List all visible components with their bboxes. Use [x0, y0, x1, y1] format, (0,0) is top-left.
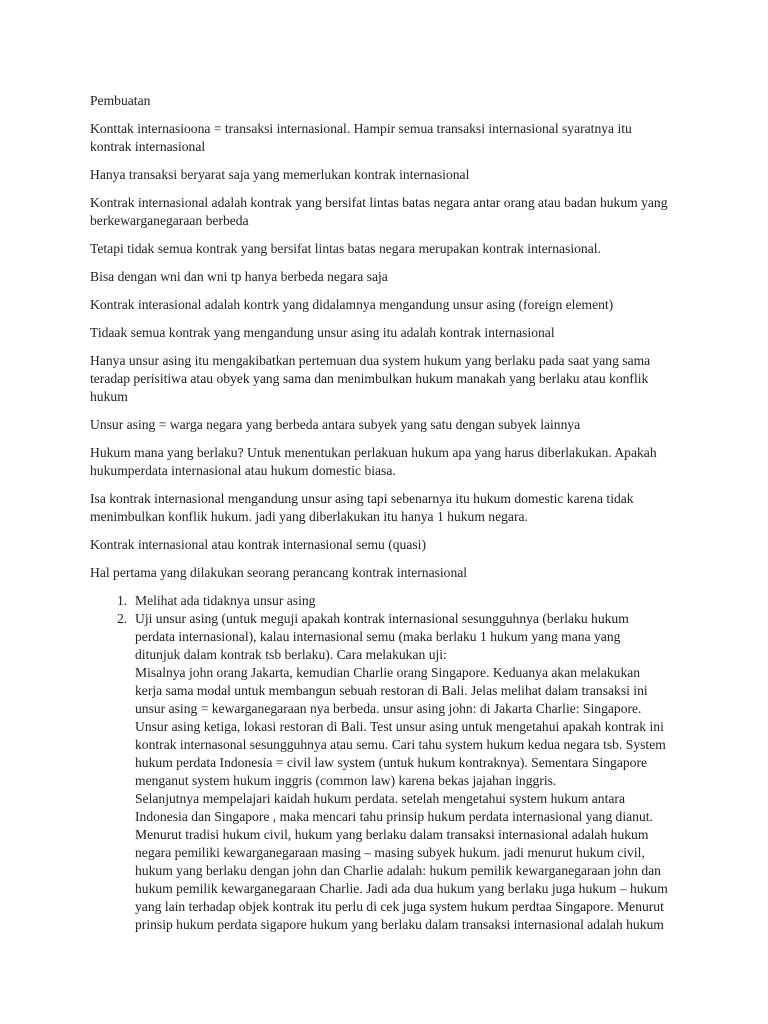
- numbered-list: [90, 592, 688, 934]
- list-item-number: 2.: [117, 611, 128, 626]
- paragraph: [90, 416, 688, 434]
- paragraph-line: Kontrak internasional atau kontrak internasional semu (quasi): [90, 537, 426, 552]
- list-item-number: 1.: [117, 593, 128, 608]
- paragraph: [90, 536, 688, 554]
- paragraph-line: Hanya transaksi beryarat saja yang memerlukan kontrak internasional: [90, 167, 470, 182]
- list-item: [90, 610, 688, 934]
- paragraph-line: Kontrak internasional adalah kontrak yang bersifat lintas batas negara antar orang atau badan hukum yang: [90, 195, 668, 210]
- paragraph: [90, 194, 688, 230]
- list-item-line: hukum perdata Indonesia = civil law system (untuk hukum kontraknya). Sementara Singapore: [135, 755, 648, 770]
- paragraph: [90, 120, 688, 156]
- paragraph-line: kontrak internasional: [90, 139, 206, 154]
- paragraph: [90, 564, 688, 582]
- list-item-line: negara pemiliki kewarganegaraan masing – masing subyek hukum. jadi menurut hukum civil,: [135, 845, 645, 860]
- paragraph: [90, 296, 688, 314]
- list-item-line: Melihat ada tidaknya unsur asing: [135, 593, 316, 608]
- paragraph: [90, 490, 688, 526]
- paragraph-line: Konttak internasioona = transaksi internasional. Hampir semua transaksi internasional syaratnya itu: [90, 121, 632, 136]
- list-item-line: unsur asing = kewarganegaraan nya berbeda. unsur asing john: di Jakarta Charlie: Singapore.: [135, 701, 642, 716]
- list-item-line: Misalnya john orang Jakarta, kemudian Charlie orang Singapore. Keduanya akan melakukan: [135, 665, 641, 680]
- paragraph-line: teradap perisitiwa atau obyek yang sama dan menimbulkan hukum manakah yang berlaku atau konflik: [90, 371, 649, 386]
- list-item-line: menganut system hukum inggris (common law) karena bekas jajahan inggris.: [135, 773, 557, 788]
- paragraph-line: Kontrak interasional adalah kontrk yang didalamnya mengandung unsur asing (foreign element): [90, 297, 614, 312]
- list-item-line: yang lain terhadap objek kontrak itu perlu di cek juga system hukum perdtaa Singapore. Menurut: [135, 899, 664, 914]
- paragraph-line: hukumperdata internasional atau hukum domestic biasa.: [90, 463, 396, 478]
- paragraph-line: Hal pertama yang dilakukan seorang perancang kontrak internasional: [90, 565, 468, 580]
- paragraph: [90, 324, 688, 342]
- list-item-line: prinsip hukum perdata sigapore hukum yang berlaku dalam transaksi internasional adalah hukum: [135, 917, 664, 932]
- list-item-line: perdata internasional), kalau internasional semu (maka berlaku 1 hukum yang mana yang: [135, 629, 621, 644]
- paragraph: [90, 166, 688, 184]
- paragraph-line: Bisa dengan wni dan wni tp hanya berbeda negara saja: [90, 269, 388, 284]
- list-item-line: Uji unsur asing (untuk meguji apakah kontrak internasional sesungguhnya (berlaku hukum: [135, 611, 629, 626]
- paragraph-line: menimbulkan konflik hukum. jadi yang diberlakukan itu hanya 1 hukum negara.: [90, 509, 528, 524]
- list-item-line: Selanjutnya mempelajari kaidah hukum perdata. setelah mengetahui system hukum antara: [135, 791, 625, 806]
- list-item-line: Indonesia dan Singapore , maka mencari tahu prinsip hukum perdata internasional yang dianut.: [135, 809, 653, 824]
- paragraph: [90, 240, 688, 258]
- list-item-line: kontrak internasonal sesungguhnya atau semu. Cari tahu system hukum kedua negara tsb. System: [135, 737, 666, 752]
- paragraph: [90, 352, 688, 406]
- paragraph-line: Tidaak semua kontrak yang mengandung unsur asing itu adalah kontrak internasional: [90, 325, 555, 340]
- document-title: Pembuatan: [90, 93, 151, 108]
- list-item: [90, 592, 688, 610]
- paragraph-list: [90, 120, 688, 582]
- list-item-line: Unsur asing ketiga, lokasi restoran di Bali. Test unsur asing untuk mengetahui apakah kontrak ini: [135, 719, 664, 734]
- paragraph-line: hukum: [90, 389, 128, 404]
- paragraph: [90, 444, 688, 480]
- paragraph-line: Unsur asing = warga negara yang berbeda antara subyek yang satu dengan subyek lainnya: [90, 417, 581, 432]
- list-item-line: hukum yang berlaku dengan john dan Charlie adalah: hukum pemilik kewarganegaraan john dan: [135, 863, 661, 878]
- list-item-line: kerja sama modal untuk membangun sebuah restoran di Bali. Jelas melihat dalam transaksi ini: [135, 683, 648, 698]
- list-item-line: Menurut tradisi hukum civil, hukum yang berlaku dalam transaksi internasional adalah hukum: [135, 827, 649, 842]
- list-item-line: ditunjuk dalam kontrak tsb berlaku). Cara melakukan uji:: [135, 647, 447, 662]
- paragraph-line: Hanya unsur asing itu mengakibatkan pertemuan dua system hukum yang berlaku pada saat yang sama: [90, 353, 651, 368]
- list-item-line: hukum pemilik kewarganegaraan Charlie. Jadi ada dua hukum yang berlaku juga hukum – hukum: [135, 881, 668, 896]
- paragraph-line: berkewarganegaraan berbeda: [90, 213, 249, 228]
- paragraph: [90, 268, 688, 286]
- paragraph-line: Tetapi tidak semua kontrak yang bersifat lintas batas negara merupakan kontrak internasional.: [90, 241, 601, 256]
- paragraph-line: Hukum mana yang berlaku? Untuk menentukan perlakuan hukum apa yang harus diberlakukan. Apakah: [90, 445, 657, 460]
- paragraph-line: Isa kontrak internasional mengandung unsur asing tapi sebenarnya itu hukum domestic karena tidak: [90, 491, 634, 506]
